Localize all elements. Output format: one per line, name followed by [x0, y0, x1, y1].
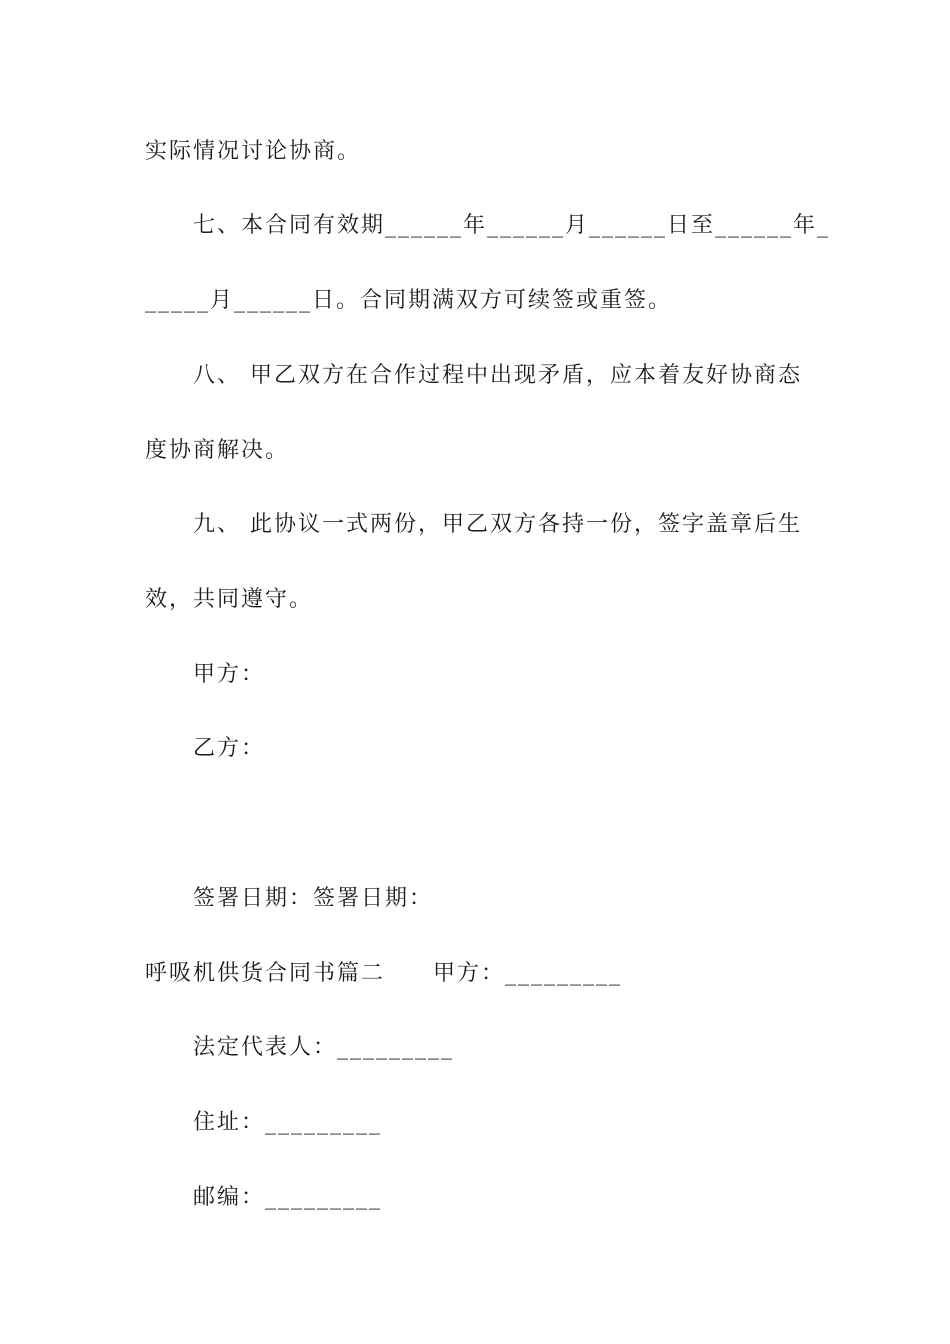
clause-seven-line-1: 七、本合同有效期______年______月______日至______年_	[193, 213, 831, 238]
signing-date-line: 签署日期：签署日期：	[193, 886, 434, 911]
paragraph-line: 实际情况讨论协商。	[145, 139, 362, 164]
party-a-label: 甲方：	[193, 662, 266, 687]
address-line: 住址：_________	[193, 1110, 383, 1135]
postcode-line: 邮编：_________	[193, 1185, 383, 1210]
second-contract-title-line: 呼吸机供货合同书篇二 甲方：_________	[145, 961, 623, 986]
clause-nine-line-2: 效，共同遵守。	[145, 587, 314, 612]
party-b-label: 乙方：	[193, 736, 266, 761]
clause-seven-line-2: _____月______日。合同期满双方可续签或重签。	[145, 288, 673, 313]
clause-eight-line-1: 八、 甲乙双方在合作过程中出现矛盾，应本着友好协商态	[193, 363, 802, 388]
legal-representative-line: 法定代表人：_________	[193, 1035, 455, 1060]
clause-nine-line-1: 九、 此协议一式两份，甲乙双方各持一份，签字盖章后生	[193, 512, 802, 537]
clause-eight-line-2: 度协商解决。	[145, 438, 290, 463]
